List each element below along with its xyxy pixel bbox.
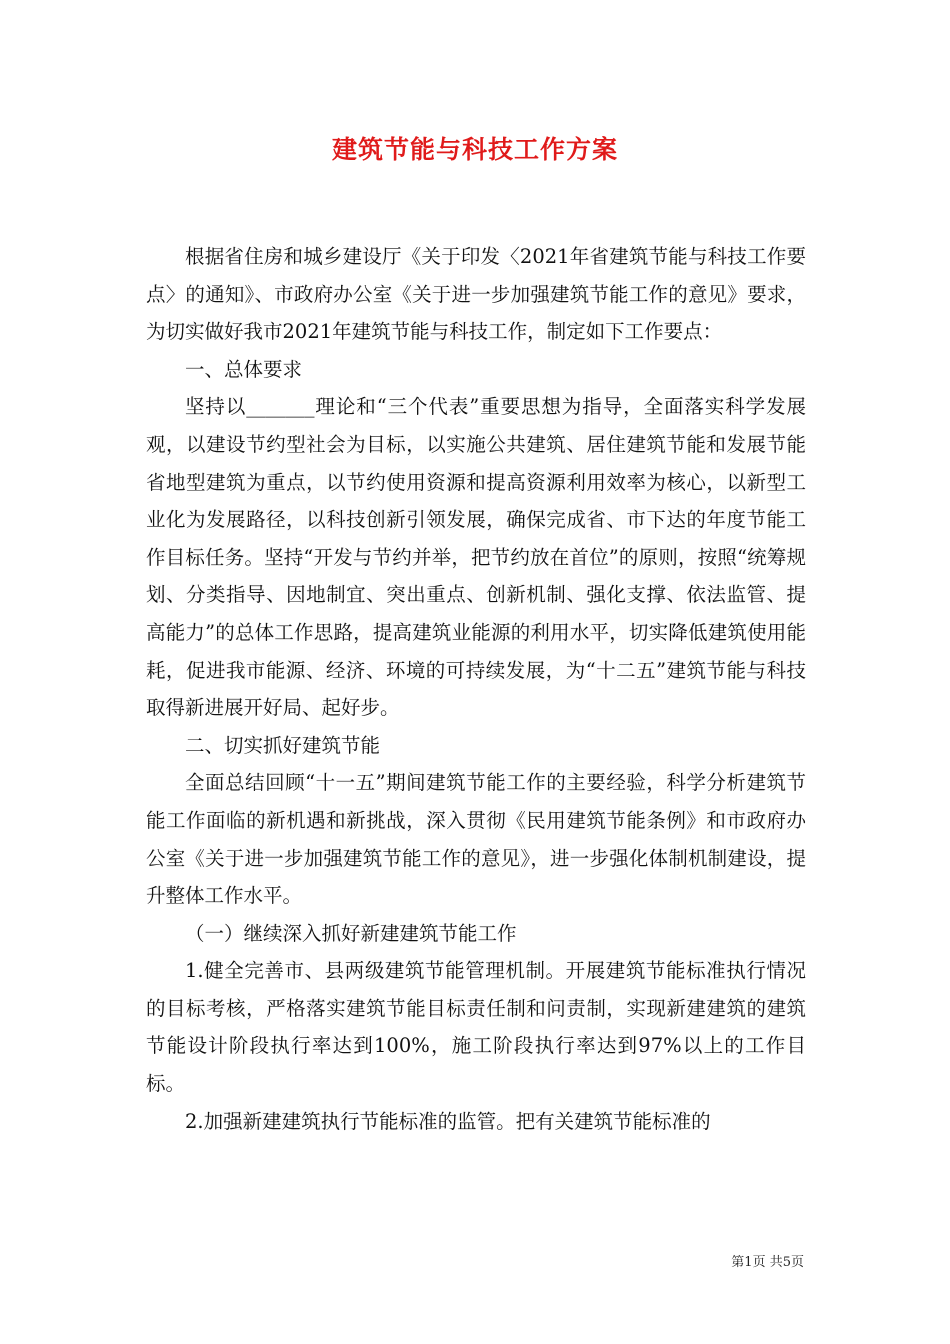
section-heading-general-requirements: 一、总体要求 [185, 357, 303, 381]
paragraph-intro: 根据省住房和城乡建设厅《关于印发〈2021年省建筑节能与科技工作要点〉的通知》、市政府办公室《关于进一步加强建筑节能工作的意见》要求，为切实做好我市2021年建筑节能与科技工作，制定如下工作要点： [146, 245, 806, 344]
footer-middle: 页 共 [752, 1255, 783, 1270]
footer-current-page: 1 [744, 1255, 753, 1270]
subsection-heading-new-buildings: （一）继续深入抓好新建建筑节能工作 [185, 921, 517, 945]
paragraph-item-2: 2.加强新建建筑执行节能标准的监管。把有关建筑节能标准的 [185, 1109, 711, 1133]
footer-suffix: 页 [790, 1255, 804, 1270]
footer-total-pages: 5 [782, 1255, 791, 1270]
footer-prefix: 第 [731, 1255, 745, 1270]
document-title: 建筑节能与科技工作方案 [331, 135, 618, 164]
document-body [146, 238, 806, 1140]
paragraph-item-1: 1.健全完善市、县两级建筑节能管理机制。开展建筑节能标准执行情况的目标考核，严格落实建筑节能目标责任制和问责制，实现新建建筑的建筑节能设计阶段执行率达到100%，施工阶段执行率达到97%以上的工作目标。 [146, 959, 806, 1096]
paragraph-building-energy-saving: 全面总结回顾“十一五”期间建筑节能工作的主要经验，科学分析建筑节能工作面临的新机遇和新挑战，深入贯彻《民用建筑节能条例》和市政府办公室《关于进一步加强建筑节能工作的意见》，进一步强化体制机制建设，提升整体工作水平。 [146, 771, 806, 908]
paragraph-general-requirements: 坚持以_______理论和“三个代表”重要思想为指导，全面落实科学发展观，以建设节约型社会为目标，以实施公共建筑、居住建筑节能和发展节能省地型建筑为重点，以节约使用资源和提高资源利用效率为核心，以新型工业化为发展路径，以科技创新引领发展，确保完成省、市下达的年度节能工作目标任务。坚持“开发与节约并举，把节约放在首位”的原则，按照“统筹规划、分类指导、因地制宜、突出重点、创新机制、强化支撑、依法监管、提高能力”的总体工作思路，提高建筑业能源的利用水平，切实降低建筑使用能耗，促进我市能源、经济、环境的可持续发展，为“十二五”建筑节能与科技取得新进展开好局、起好步。 [146, 395, 806, 720]
section-heading-building-energy-saving: 二、切实抓好建筑节能 [185, 733, 381, 757]
page-number-footer [731, 1254, 804, 1272]
